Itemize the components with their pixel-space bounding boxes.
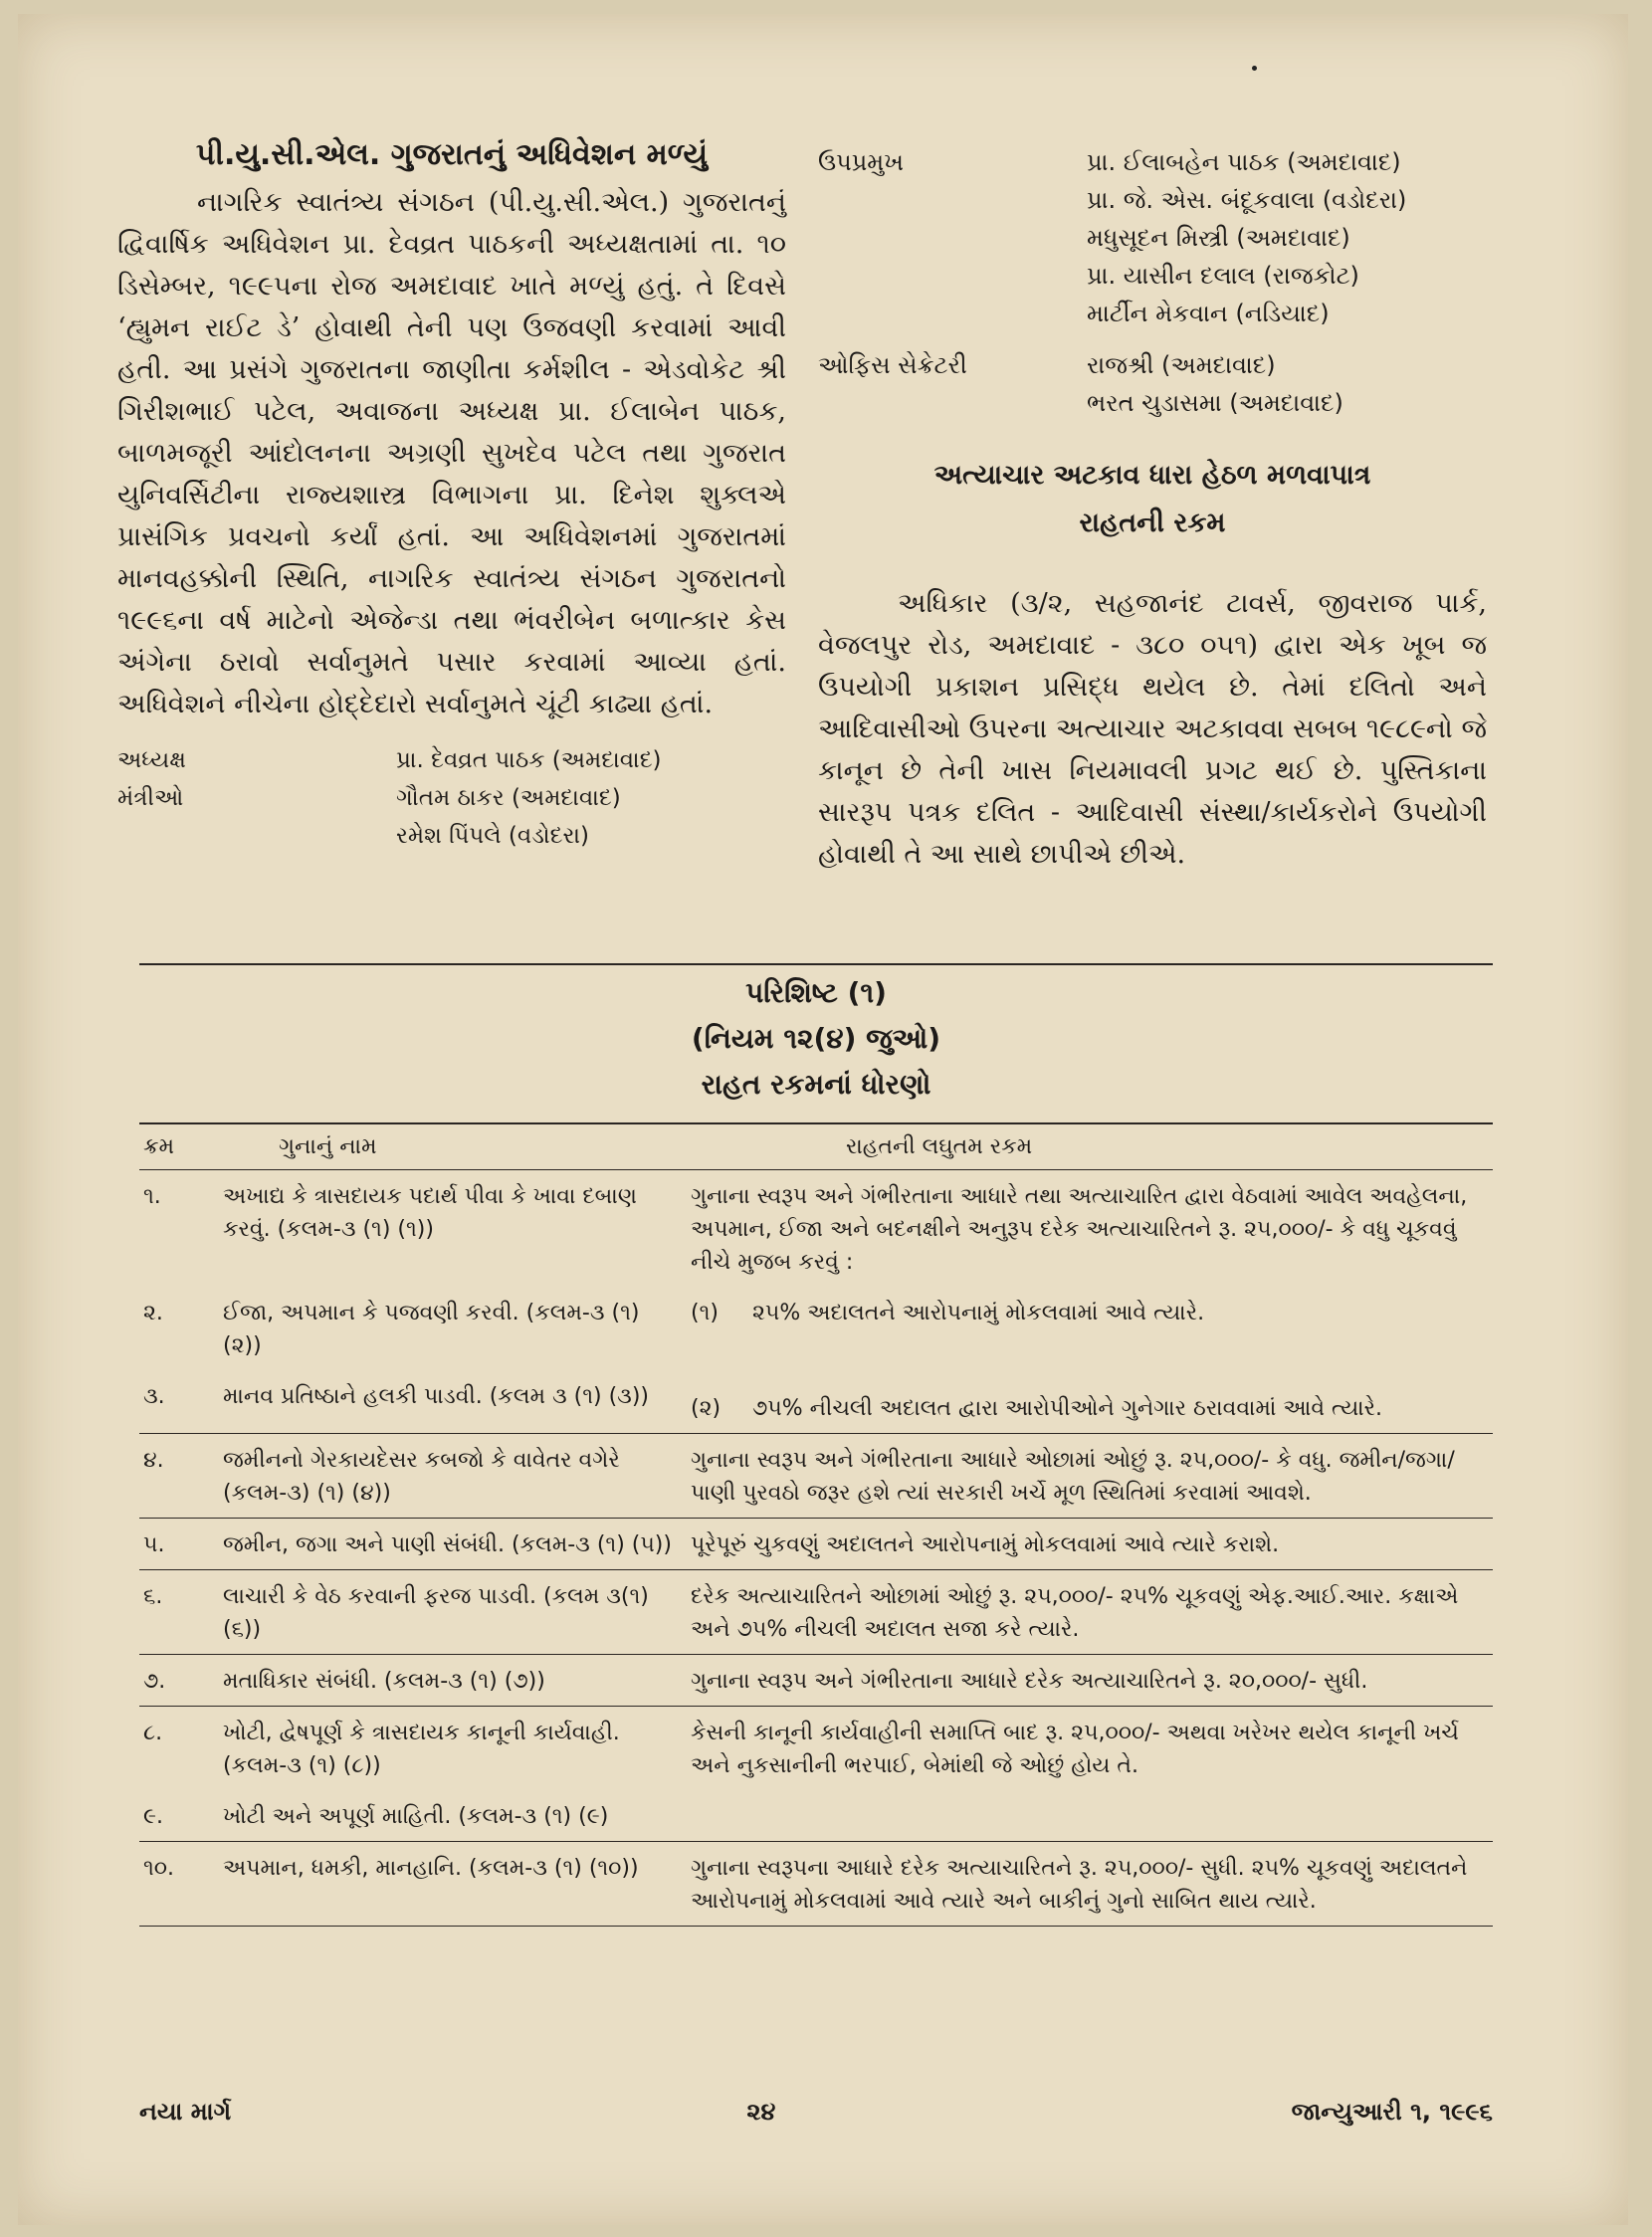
row-number: ૨. [143, 1301, 163, 1325]
divider [139, 963, 1493, 965]
relief-table [139, 1124, 1493, 1927]
row-number: ૬. [139, 1570, 219, 1655]
offence-name: અપમાન, ધમકી, માનહાનિ. (કલમ-૩ (૧) (૧૦)) [219, 1842, 687, 1927]
officer-row [818, 346, 1487, 422]
relief-amount [687, 1287, 1493, 1370]
table-header-row [139, 1124, 1493, 1170]
table-row [139, 1519, 1493, 1570]
appendix-rule-ref: (નિયમ ૧૨(૪) જુઓ) [691, 1022, 941, 1055]
table-row [139, 1655, 1493, 1707]
row-number: ૧. [143, 1184, 161, 1209]
article-title: પી.યુ.સી.એલ. ગુજરાતનું અધિવેશન મળ્યું [195, 137, 709, 172]
officer-role: ઓફિસ સેક્રેટરી [818, 351, 967, 379]
relief-amount: પૂરેપૂરું ચુકવણું અદાલતને આરોપનામું મોકલવામાં આવે ત્યારે કરાશે. [687, 1519, 1493, 1570]
offence-name: ખોટી અને અપૂર્ણ માહિતી. (કલમ-૩ (૧) (૯) [219, 1790, 687, 1842]
left-column [117, 137, 786, 855]
officer-name: ભરત ચુડાસમા (અમદાવાદ) [1087, 389, 1343, 417]
officer-name: પ્રા. ઈલાબહેન પાઠક (અમદાવાદ) [1087, 148, 1401, 176]
officer-name: રમેશ પિંપલે (વડોદરા) [396, 823, 589, 849]
officer-role: અધ્યક્ષ [117, 747, 186, 773]
offence-name: ખોટી, દ્વેષપૂર્ણ કે ત્રાસદાયક કાનૂની કાર્યવાહી. (કલમ-૩ (૧) (૮)) [223, 1721, 620, 1778]
relief-amount: ગુનાના સ્વરૂપના આધારે દરેક અત્યાચારિતને રૂ. ૨૫,૦૦૦/- સુધી. ૨૫% ચૂકવણું અદાલતને આરોપનામું મોકલવામાં આવે ત્યારે અને બાકીનું ગુનો સાબિત થાય ત્યારે. [687, 1842, 1493, 1927]
officer-name: ગૌતમ ઠાકર (અમદાવાદ) [396, 785, 621, 811]
appendix-title: પરિશિષ્ટ (૧) [745, 976, 887, 1009]
publication-name: નયા માર્ગ [139, 2098, 232, 2126]
header-amount: રાહતની લઘુતમ રકમ [687, 1124, 1493, 1170]
officer-name: રાજશ્રી (અમદાવાદ) [1087, 351, 1276, 379]
print-speck [1252, 66, 1257, 71]
relief-amount: કેસની કાનૂની કાર્યવાહીની સમાપ્તિ બાદ રૂ. ૨૫,૦૦૦/- અથવા ખરેખર થયેલ કાનૂની ખર્ચ અને નુકસાનીની ભરપાઈ, બેમાંથી જે ઓછું હોય તે. [691, 1721, 1459, 1778]
article-body: નાગરિક સ્વાતંત્ર્ય સંગઠન (પી.યુ.સી.એલ.) ગુજરાતનું દ્વિવાર્ષિક અધિવેશન પ્રા. દેવવ્રત પાઠકની અધ્યક્ષતામાં તા. ૧૦ ડિસેમ્બર, ૧૯૯૫ના રોજ અમદાવાદ ખાતે મળ્યું હતું. તે દિવસે ‘હ્યુમન રાઈટ ડે’ હોવાથી તેની પણ ઉજવણી કરવામાં આવી હતી. આ પ્રસંગે ગુજરાતના જાણીતા કર્મશીલ - એડવોકેટ શ્રી ગિરીશભાઈ પટેલ, અવાજના અધ્યક્ષ પ્રા. ઈલાબેન પાઠક, બાળમજૂરી આંદોલનના અગ્રણી સુખદેવ પટેલ તથા ગુજરાત યુનિવર્સિટીના રાજ્યશાસ્ત્ર વિભાગના પ્રા. દિનેશ શુક્લએ પ્રાસંગિક પ્રવચનો કર્યાં હતાં. આ અધિવેશનમાં ગુજરાતમાં માનવહક્કોની સ્થિતિ, નાગરિક સ્વાતંત્ર્ય સંગઠન ગુજરાતનો ૧૯૯૬ના વર્ષ માટેનો એજેન્ડા તથા ભંવરીબેન બળાત્કાર કેસ અંગેના ઠરાવો સર્વાનુમતે પસાર કરવામાં આવ્યા હતાં. અધિવેશને નીચેના હોદ્દેદારો સર્વાનુમતે ચૂંટી કાઢ્યા હતાં. [117, 187, 786, 719]
offence-name: અખાદ્ય કે ત્રાસદાયક પદાર્થ પીવા કે ખાવા દબાણ કરવું. (કલમ-૩ (૧) (૧)) [223, 1184, 637, 1242]
row-number: ૭. [139, 1655, 219, 1707]
table-row [139, 1370, 1493, 1434]
row-number: ૩. [139, 1370, 219, 1434]
officer-row [117, 779, 786, 855]
table-row [139, 1434, 1493, 1519]
issue-date: જાન્યુઆરી ૧, ૧૯૯૬ [1291, 2098, 1493, 2126]
officer-name: પ્રા. જે. એસ. બંદૂકવાલા (વડોદરા) [1087, 186, 1407, 214]
officers-list-right [818, 143, 1487, 422]
relief-article-title [818, 452, 1487, 547]
officer-name: પ્રા. યાસીન દલાલ (રાજકોટ) [1087, 262, 1359, 290]
officer-role: મંત્રીઓ [117, 785, 184, 811]
row-number: ૧૦. [139, 1842, 219, 1927]
sub-item-text: ૨૫% અદાલતને આરોપનામું મોકલવામાં આવે ત્યારે. [752, 1301, 1205, 1325]
row-number: ૯. [139, 1790, 219, 1842]
officers-list-left [117, 741, 786, 855]
page-footer [139, 2098, 1493, 2126]
sub-item-text: ૭૫% નીચલી અદાલત દ્વારા આરોપીઓને ગુનેગાર ઠરાવવામાં આવે ત્યારે. [752, 1396, 1382, 1421]
offence-name: જમીન, જગા અને પાણી સંબંધી. (કલમ-૩ (૧) (૫)) [219, 1519, 687, 1570]
relief-amount: ગુનાના સ્વરૂપ અને ગંભીરતાના આધારે તથા અત્યાચારિત દ્વારા વેઠવામાં આવેલ અવહેલના, અપમાન, ઈજા અને બદનક્ષીને અનુરૂપ દરેક અત્યાચારિતને રૂ. ૨૫,૦૦૦/- કે વધુ ચૂકવવું નીચે મુજબ કરવું : [691, 1184, 1468, 1275]
offence-name: જમીનનો ગેરકાયદેસર કબજો કે વાવેતર વગેરે (કલમ-૩) (૧) (૪)) [219, 1434, 687, 1519]
table-row [139, 1842, 1493, 1927]
page-number: ૨૪ [746, 2098, 776, 2126]
officer-name: પ્રા. દેવવ્રત પાઠક (અમદાવાદ) [396, 747, 662, 773]
header-name: ગુનાનું નામ [219, 1124, 687, 1170]
officer-row [117, 741, 786, 779]
relief-amount [687, 1790, 1493, 1842]
right-column [818, 127, 1487, 876]
sub-item-number: (૨) [691, 1396, 722, 1421]
relief-article-body: અધિકાર (૩/૨, સહજાનંદ ટાવર્સ, જીવરાજ પાર્ક, વેજલપુર રોડ, અમદાવાદ - ૩૮૦ ૦૫૧) દ્વારા એક ખૂબ જ ઉપયોગી પ્રકાશન પ્રસિદ્ધ થયેલ છે. તેમાં દલિતો અને આદિવાસીઓ ઉપરના અત્યાચાર અટકાવવા સબબ ૧૯૮૯નો જે કાનૂન છે તેની ખાસ નિયમાવલી પ્રગટ થઈ છે. પુસ્તિકાના સારરૂપ પત્રક દલિત - આદિવાસી સંસ્થા/કાર્યકરોને ઉપયોગી હોવાથી તે આ સાથે છાપીએ છીએ. [818, 588, 1487, 870]
relief-amount: દરેક અત્યાચારિતને ઓછામાં ઓછું રૂ. ૨૫,૦૦૦/- ૨૫% ચૂકવણું એફ.આઈ.આર. કક્ષાએ અને ૭૫% નીચલી અદાલત સજા કરે ત્યારે. [687, 1570, 1493, 1655]
relief-title-line: રાહતની રકમ [1079, 508, 1226, 538]
officer-role: ઉપપ્રમુખ [818, 148, 904, 176]
relief-amount: ગુનાના સ્વરૂપ અને ગંભીરતાના આધારે ઓછામાં ઓછું રૂ. ૨૫,૦૦૦/- કે વધુ. જમીન/જગા/ પાણી પુરવઠો જરૂર હશે ત્યાં સરકારી ખર્ચે મૂળ સ્થિતિમાં કરવામાં આવશે. [687, 1434, 1493, 1519]
sub-item-number: (૧) [691, 1301, 719, 1325]
offence-name: લાચારી કે વેઠ કરવાની ફરજ પાડવી. (કલમ ૩(૧) (૬)) [219, 1570, 687, 1655]
relief-title-line: અત્યાચાર અટકાવ ધારા હેઠળ મળવાપાત્ર [933, 460, 1371, 491]
table-row [139, 1790, 1493, 1842]
table-row [139, 1170, 1493, 1288]
table-row [139, 1287, 1493, 1370]
offence-name: મતાધિકાર સંબંધી. (કલમ-૩ (૧) (૭)) [219, 1655, 687, 1707]
offence-name: ઈજા, અપમાન કે પજવણી કરવી. (કલમ-૩ (૧) (૨)) [223, 1301, 640, 1358]
row-number: ૫. [139, 1519, 219, 1570]
relief-amount [687, 1370, 1493, 1434]
offence-name: માનવ પ્રતિષ્ઠાને હલકી પાડવી. (કલમ ૩ (૧) (૩)) [219, 1370, 687, 1434]
row-number: ૮. [143, 1721, 163, 1745]
officer-row [818, 143, 1487, 332]
appendix-heading [139, 970, 1493, 1108]
table-row [139, 1570, 1493, 1655]
appendix-subtitle: રાહત રકમનાં ધોરણો [701, 1068, 931, 1101]
header-no: ક્રમ [139, 1124, 219, 1170]
officer-name: માર્ટીન મેકવાન (નડિયાદ) [1087, 300, 1330, 327]
row-number: ૪. [139, 1434, 219, 1519]
relief-amount: ગુનાના સ્વરૂપ અને ગંભીરતાના આધારે દરેક અત્યાચારિતને રૂ. ૨૦,૦૦૦/- સુધી. [687, 1655, 1493, 1707]
officer-name: મધુસૂદન મિસ્ત્રી (અમદાવાદ) [1087, 224, 1350, 252]
table-row [139, 1707, 1493, 1791]
